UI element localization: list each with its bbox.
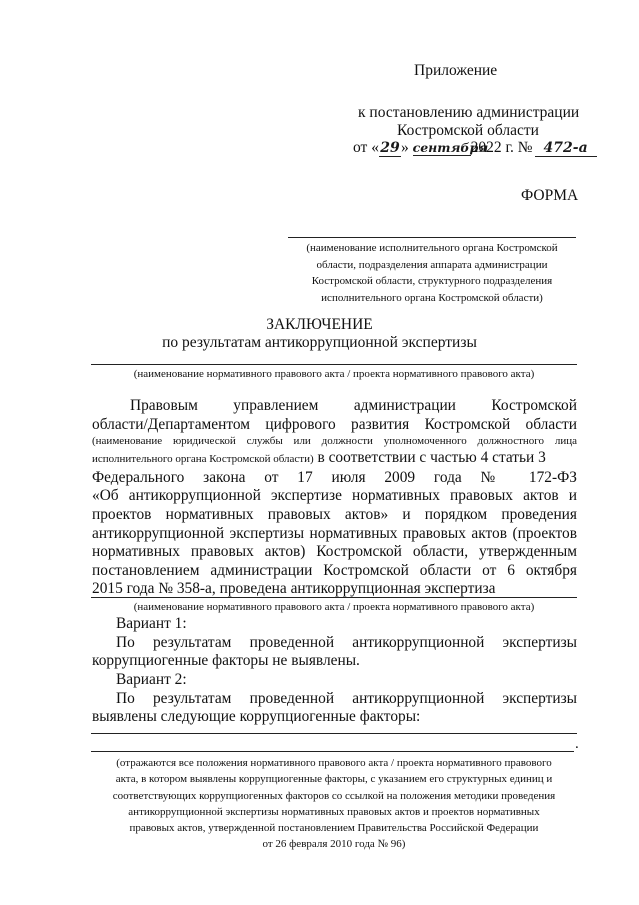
act-name-line: [91, 364, 577, 365]
organ-caption-line: Костромской области, структурного подразделения: [311, 275, 553, 287]
act-caption-2: (наименование нормативного правового акта / проекта нормативного правового акта): [133, 601, 535, 613]
organ-caption-line: (наименование исполнительного органа Костромской: [306, 242, 558, 254]
variant-2-line: По результатам проведенной антикоррупционной экспертизы: [116, 689, 577, 707]
date-mid: »: [400, 139, 409, 156]
footnote-line: правовых актов, утвержденной постановлением Правительства Российской Федерации: [129, 822, 539, 835]
resolution-date: [353, 139, 597, 157]
body-line: Правовым управлением администрации Костромской: [130, 397, 577, 414]
body-text-part: в соответствии с частью 4 статьи 3: [313, 449, 546, 467]
document-title: ЗАКЛЮЧЕНИЕ: [266, 316, 373, 333]
variant-1: [92, 615, 577, 671]
body-line: постановлением администрации Костромской области от 6 октября: [92, 561, 577, 579]
organ-caption: [276, 240, 588, 306]
body-line: Федерального закона от 17 июля 2009 года № 172-ФЗ: [92, 468, 577, 486]
body-line-mixed: [92, 449, 577, 469]
factors-line-2: [91, 751, 574, 752]
body-line: антикоррупционной экспертизы нормативных правовых актов (проектов: [92, 524, 577, 542]
footnote: [88, 755, 580, 853]
variant-1-label: Вариант 1:: [116, 615, 187, 632]
variant-2: [92, 671, 577, 727]
variant-2-line: выявлены следующие коррупциогенные факторы:: [92, 708, 421, 726]
body-line: нормативных правовых актов) Костромской области, утвержденным: [92, 543, 577, 561]
form-label: ФОРМА: [521, 187, 579, 204]
organ-name-line: [288, 237, 576, 238]
region-label: Костромской области: [397, 122, 539, 139]
body-caption-part: исполнительного органа Костромской области): [92, 453, 314, 466]
act-caption: (наименование нормативного правового акта / проекта нормативного правового акта): [133, 368, 535, 380]
date-year: 2022 г. №: [470, 139, 533, 156]
body-line: «Об антикоррупционной экспертизе нормативных правовых актов и: [92, 487, 577, 505]
organ-caption-line: области, подразделения аппарата администрации: [316, 258, 548, 271]
date-number: 472-а: [535, 140, 597, 157]
variant-2-label: Вариант 2:: [116, 671, 187, 688]
factors-period: .: [575, 736, 579, 752]
date-day: 29: [380, 140, 400, 156]
footnote-line: (отражаются все положения нормативного правового акта / проекта нормативного правового: [116, 757, 552, 769]
act-name-line-2: [91, 597, 577, 598]
organ-caption-line: исполнительного органа Костромской области): [321, 291, 543, 304]
variant-1-line: коррупциогенные факторы не выявлены.: [92, 652, 360, 670]
date-month: сентября: [412, 140, 489, 155]
factors-line-1: [91, 733, 577, 734]
appendix-label: Приложение: [414, 62, 498, 79]
variant-1-line: По результатам проведенной антикоррупционной экспертизы: [116, 633, 577, 651]
body-caption-line: (наименование юридической службы или должности уполномоченного должностного лица: [92, 435, 577, 448]
resolution-label: к постановлению администрации: [358, 104, 580, 121]
footnote-line: соответствующих коррупциогенных факторов со ссылкой на положения методики проведения: [112, 789, 556, 802]
date-prefix: от «: [353, 139, 379, 156]
footnote-line: антикоррупционной экспертизы нормативных правовых актов и проектов нормативных: [128, 805, 540, 818]
body-line: проектов нормативных правовых актов» и порядком проведения: [92, 505, 577, 523]
footnote-line: акта, в котором выявлены коррупциогенные факторы, с указанием его структурных единиц и: [115, 773, 553, 786]
body-line: области/Департаментом цифрового развития Костромской области: [92, 415, 577, 433]
footnote-line: от 26 февраля 2010 года № 96): [262, 838, 406, 851]
body-line: 2015 года № 358-а, проведена антикоррупционная экспертиза: [92, 580, 496, 598]
body-paragraph: [92, 397, 577, 599]
document-subtitle: по результатам антикоррупционной экспертизы: [162, 334, 477, 351]
